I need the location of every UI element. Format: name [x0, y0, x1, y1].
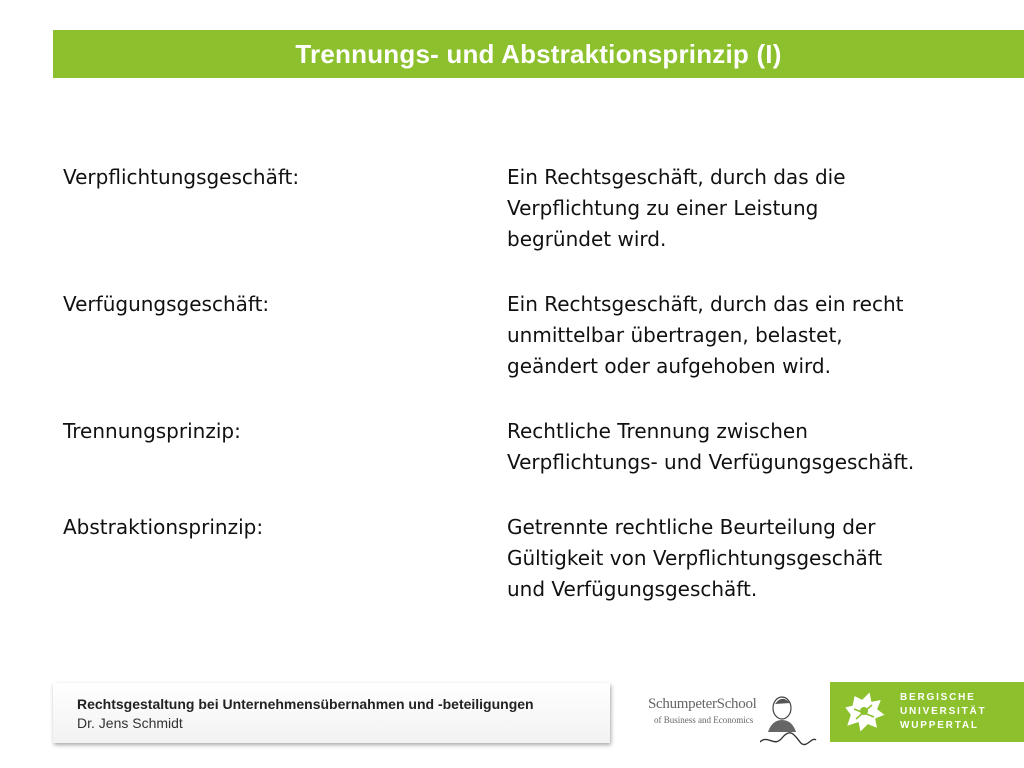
university-name: [900, 691, 986, 733]
course-title: Rechtsgestaltung bei Unternehmensübernahmen und -beteiligungen: [77, 696, 534, 712]
definition-line: Verpflichtung zu einer Leistung: [507, 196, 819, 220]
definition-line: Getrennte rechtliche Beurteilung der: [507, 515, 876, 539]
university-logo: [830, 682, 1024, 742]
schumpeter-logo: [648, 690, 818, 750]
schumpeter-subtitle: of Business and Economics: [654, 715, 754, 725]
footer-box: [53, 683, 610, 743]
definition-row: [63, 512, 963, 605]
definition-term: Verfügungsgeschäft:: [63, 292, 270, 316]
definition-line: Gültigkeit von Verpflichtungsgeschäft: [507, 546, 883, 570]
definition-row: [63, 416, 963, 478]
definition-line: und Verfügungsgeschäft.: [507, 577, 758, 601]
lion-icon: [840, 687, 890, 735]
schumpeter-name: SchumpeterSchool: [648, 696, 757, 712]
definition-row: [63, 162, 963, 255]
definition-term: Trennungsprinzip:: [63, 419, 241, 443]
portrait-icon: [760, 690, 818, 750]
definition-text: [507, 289, 947, 382]
definition-line: geändert oder aufgehoben wird.: [507, 354, 831, 378]
definition-line: Ein Rechtsgeschäft, durch das die: [507, 165, 846, 189]
university-line: WUPPERTAL: [900, 720, 979, 731]
definition-row: [63, 289, 963, 382]
definition-line: Rechtliche Trennung zwischen: [507, 419, 808, 443]
definition-line: begründet wird.: [507, 227, 667, 251]
definition-line: unmittelbar übertragen, belastet,: [507, 323, 843, 347]
page-title: Trennungs- und Abstraktionsprinzip (I): [295, 38, 782, 69]
definition-term: Abstraktionsprinzip:: [63, 515, 264, 539]
definition-text: [507, 162, 947, 255]
definition-text: [507, 512, 947, 605]
definition-line: Ein Rechtsgeschäft, durch das ein recht: [507, 292, 904, 316]
university-line: UNIVERSITÄT: [900, 706, 987, 717]
definition-term: Verpflichtungsgeschäft:: [63, 165, 300, 189]
definitions-list: [63, 162, 963, 639]
definition-text: [507, 416, 947, 478]
university-line: BERGISCHE: [900, 692, 976, 703]
definition-line: Verpflichtungs- und Verfügungsgeschäft.: [507, 450, 915, 474]
author-name: Dr. Jens Schmidt: [77, 715, 183, 731]
title-bar: [53, 30, 1024, 78]
